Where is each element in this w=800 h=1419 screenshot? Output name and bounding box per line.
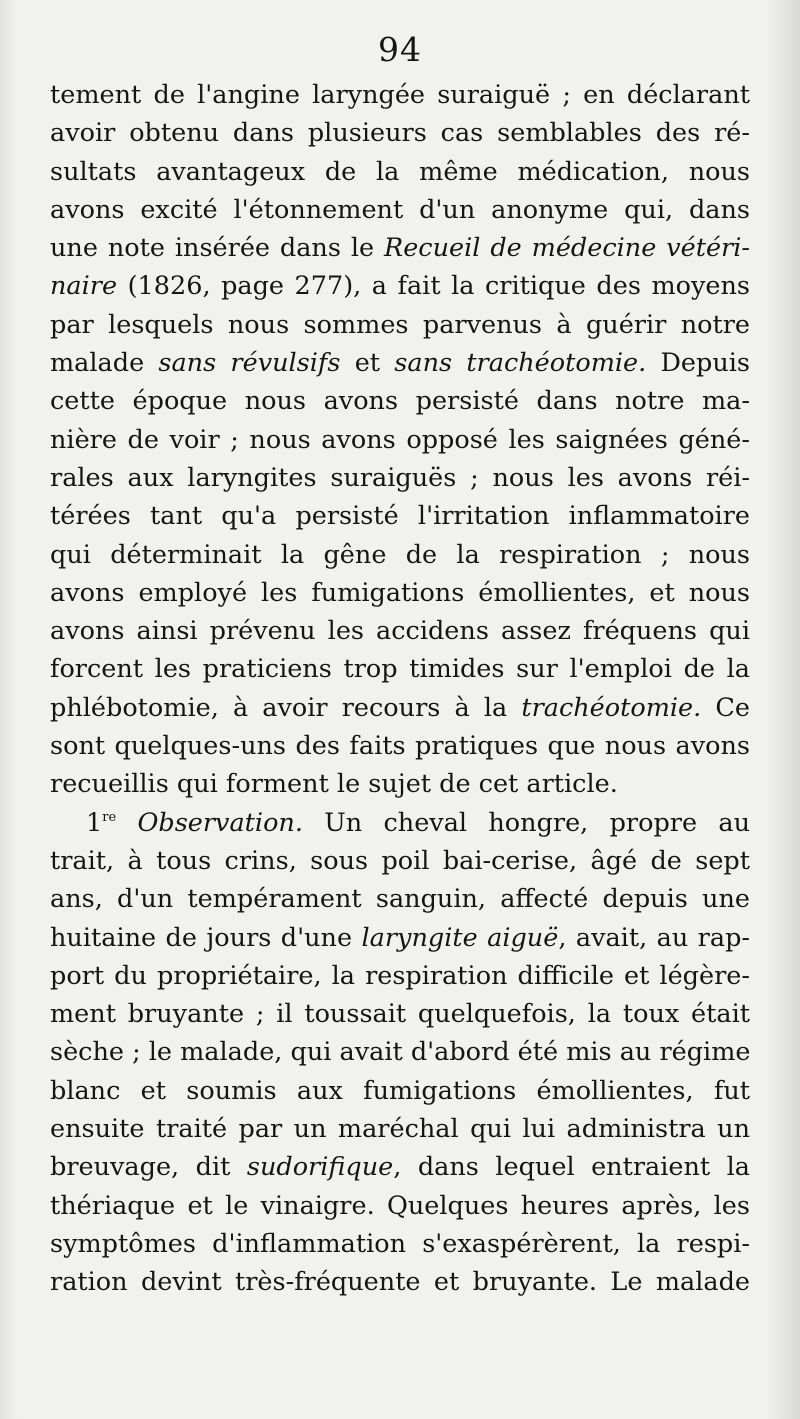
text-line: tement de l'angine laryngée suraiguë ; en déclarant xyxy=(50,80,750,110)
italic-phrase: laryngite aiguë xyxy=(361,922,559,953)
text-line: trait, à tous crins, sous poil bai-cerise, âgé de sept xyxy=(50,845,750,876)
body-text xyxy=(50,76,750,1302)
italic-title: Recueil de médecine vétéri- xyxy=(384,233,750,264)
text-line: par lesquels nous sommes parvenus à guérir notre xyxy=(50,309,750,340)
text-line: ans, d'un tempérament sanguin, affecté depuis une xyxy=(50,884,750,915)
text-line: malade sans révulsifs et sans trachéotomie. Depuis xyxy=(50,348,750,379)
text-line: ensuite traité par un maréchal qui lui administra un xyxy=(50,1114,750,1145)
text-line: symptômes d'inflammation s'exaspérèrent, la respi- xyxy=(50,1228,750,1259)
text-line: breuvage, dit sudorifique, dans lequel entraient la xyxy=(50,1152,751,1183)
italic-phrase: sans trachéotomie. xyxy=(394,348,647,379)
page-number: 94 xyxy=(378,30,422,69)
text-line: naire (1826, page 277), a fait la critique des moyens xyxy=(50,271,750,302)
text-line: ration devint très-fréquente et bruyante. Le malade xyxy=(50,1267,750,1298)
text-line: huitaine de jours d'une laryngite aiguë, avait, au rap- xyxy=(50,922,751,953)
text-line: sèche ; le malade, qui avait d'abord été mis au régime xyxy=(50,1037,751,1068)
text-line: qui déterminait la gêne de la respiration ; nous xyxy=(50,539,750,570)
observation-heading-line: 1re Observation. Un cheval hongre, propre au xyxy=(86,807,750,838)
text-line: une note insérée dans le Recueil de médecine vétéri- xyxy=(50,233,750,264)
text-line: avons excité l'étonnement d'un anonyme qui, dans xyxy=(50,194,750,225)
page-edge-shadow xyxy=(766,0,800,1419)
text-line: sont quelques-uns des faits pratiques que nous avons xyxy=(50,731,750,762)
text-line: phlébotomie, à avoir recours à la trachéotomie. Ce xyxy=(50,692,750,723)
text-line: sultats avantageux de la même médication, nous xyxy=(50,156,750,187)
text-line: cette époque nous avons persisté dans notre ma- xyxy=(50,386,750,417)
text-line: ment bruyante ; il toussait quelquefois, la toux était xyxy=(50,999,750,1030)
text-line: recueillis qui forment le sujet de cet article. xyxy=(50,769,618,800)
text-line: rales aux laryngites suraiguës ; nous les avons réi- xyxy=(50,462,750,493)
text-line: avons ainsi prévenu les accidens assez fréquens qui xyxy=(50,616,750,647)
italic-title: naire xyxy=(50,271,118,302)
text-line: forcent les praticiens trop timides sur l'emploi de la xyxy=(50,654,750,685)
text-line: avoir obtenu dans plusieurs cas semblables des ré- xyxy=(50,118,750,149)
text-line: thériaque et le vinaigre. Quelques heures après, les xyxy=(50,1190,750,1221)
text-line: térées tant qu'a persisté l'irritation inflammatoire xyxy=(50,501,750,532)
italic-phrase: sans révulsifs xyxy=(158,348,341,379)
page-gutter-shadow xyxy=(0,0,18,1419)
text-line: avons employé les fumigations émollientes, et nous xyxy=(50,577,750,608)
observation-label: Observation. xyxy=(116,807,303,838)
text-line: port du propriétaire, la respiration difficile et légère- xyxy=(50,960,750,991)
text-line: nière de voir ; nous avons opposé les saignées géné- xyxy=(50,424,750,455)
italic-phrase: sudorifique xyxy=(246,1152,394,1183)
italic-phrase: trachéotomie. xyxy=(521,692,702,723)
text-line: blanc et soumis aux fumigations émollientes, fut xyxy=(50,1075,750,1106)
